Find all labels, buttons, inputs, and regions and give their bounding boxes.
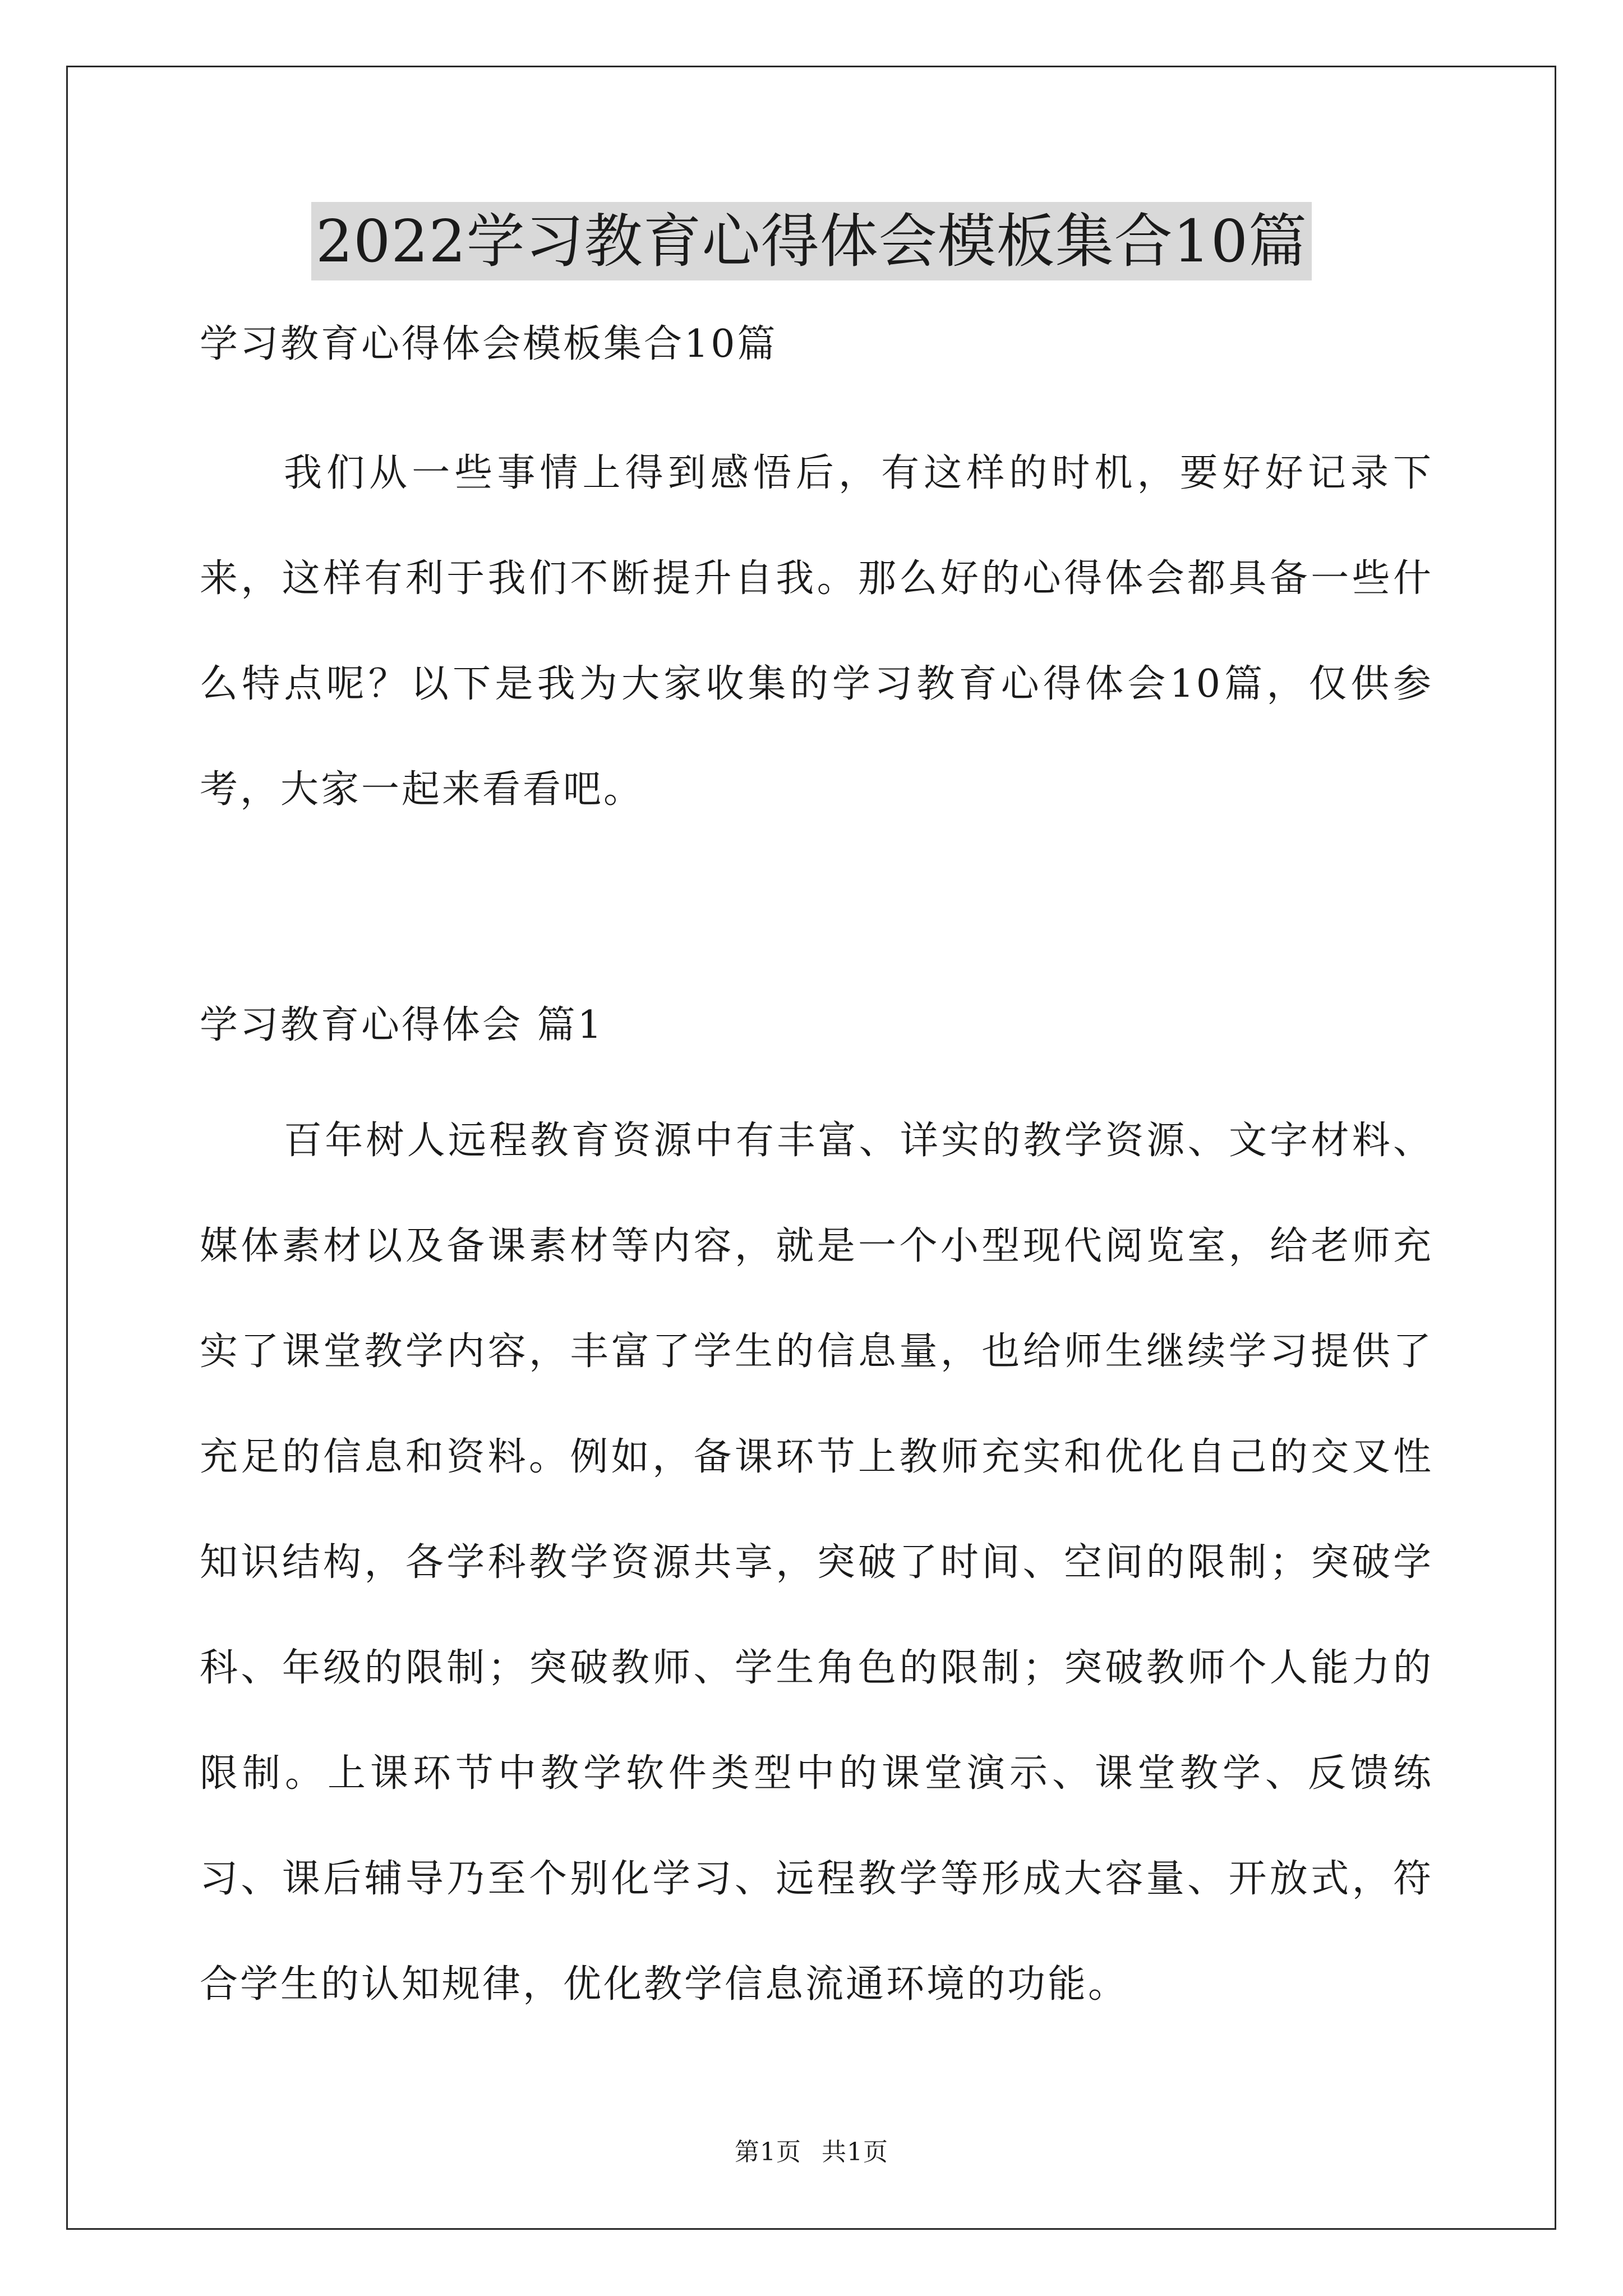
intro-paragraph: 我们从一些事情上得到感悟后，有这样的时机，要好好记录下来，这样有利于我们不断提升自我。那么好的心得体会都具备一些什么特点呢？以下是我为大家收集的学习教育心得体会10篇，仅供参考，大家一起来看看吧。 [200,451,1433,812]
section-heading: 学习教育心得体会 篇1 [200,1003,604,1047]
document-title: 2022学习教育心得体会模板集合10篇 [311,202,1312,280]
page-total: 共1页 [822,2138,888,2166]
document-subtitle: 学习教育心得体会模板集合10篇 [200,322,778,366]
page-number: 第1页 [735,2138,801,2166]
title-container [0,202,1623,280]
page-footer [0,2132,1623,2168]
section-body-paragraph: 百年树人远程教育资源中有丰富、详实的教学资源、文字材料、媒体素材以及备课素材等内容，就是一个小型现代阅览室，给老师充实了课堂教学内容，丰富了学生的信息量，也给师生继续学习提供了充足的信息和资料。例如，备课环节上教师充实和优化自己的交叉性知识结构，各学科教学资源共享，突破了时间、空间的限制；突破学科、年级的限制；突破教师、学生角色的限制；突破教师个人能力的限制。上课环节中教学软件类型中的课堂演示、课堂教学、反馈练习、课后辅导乃至个别化学习、远程教学等形成大容量、开放式，符合学生的认知规律，优化教学信息流通环境的功能。 [200,1119,1433,2007]
